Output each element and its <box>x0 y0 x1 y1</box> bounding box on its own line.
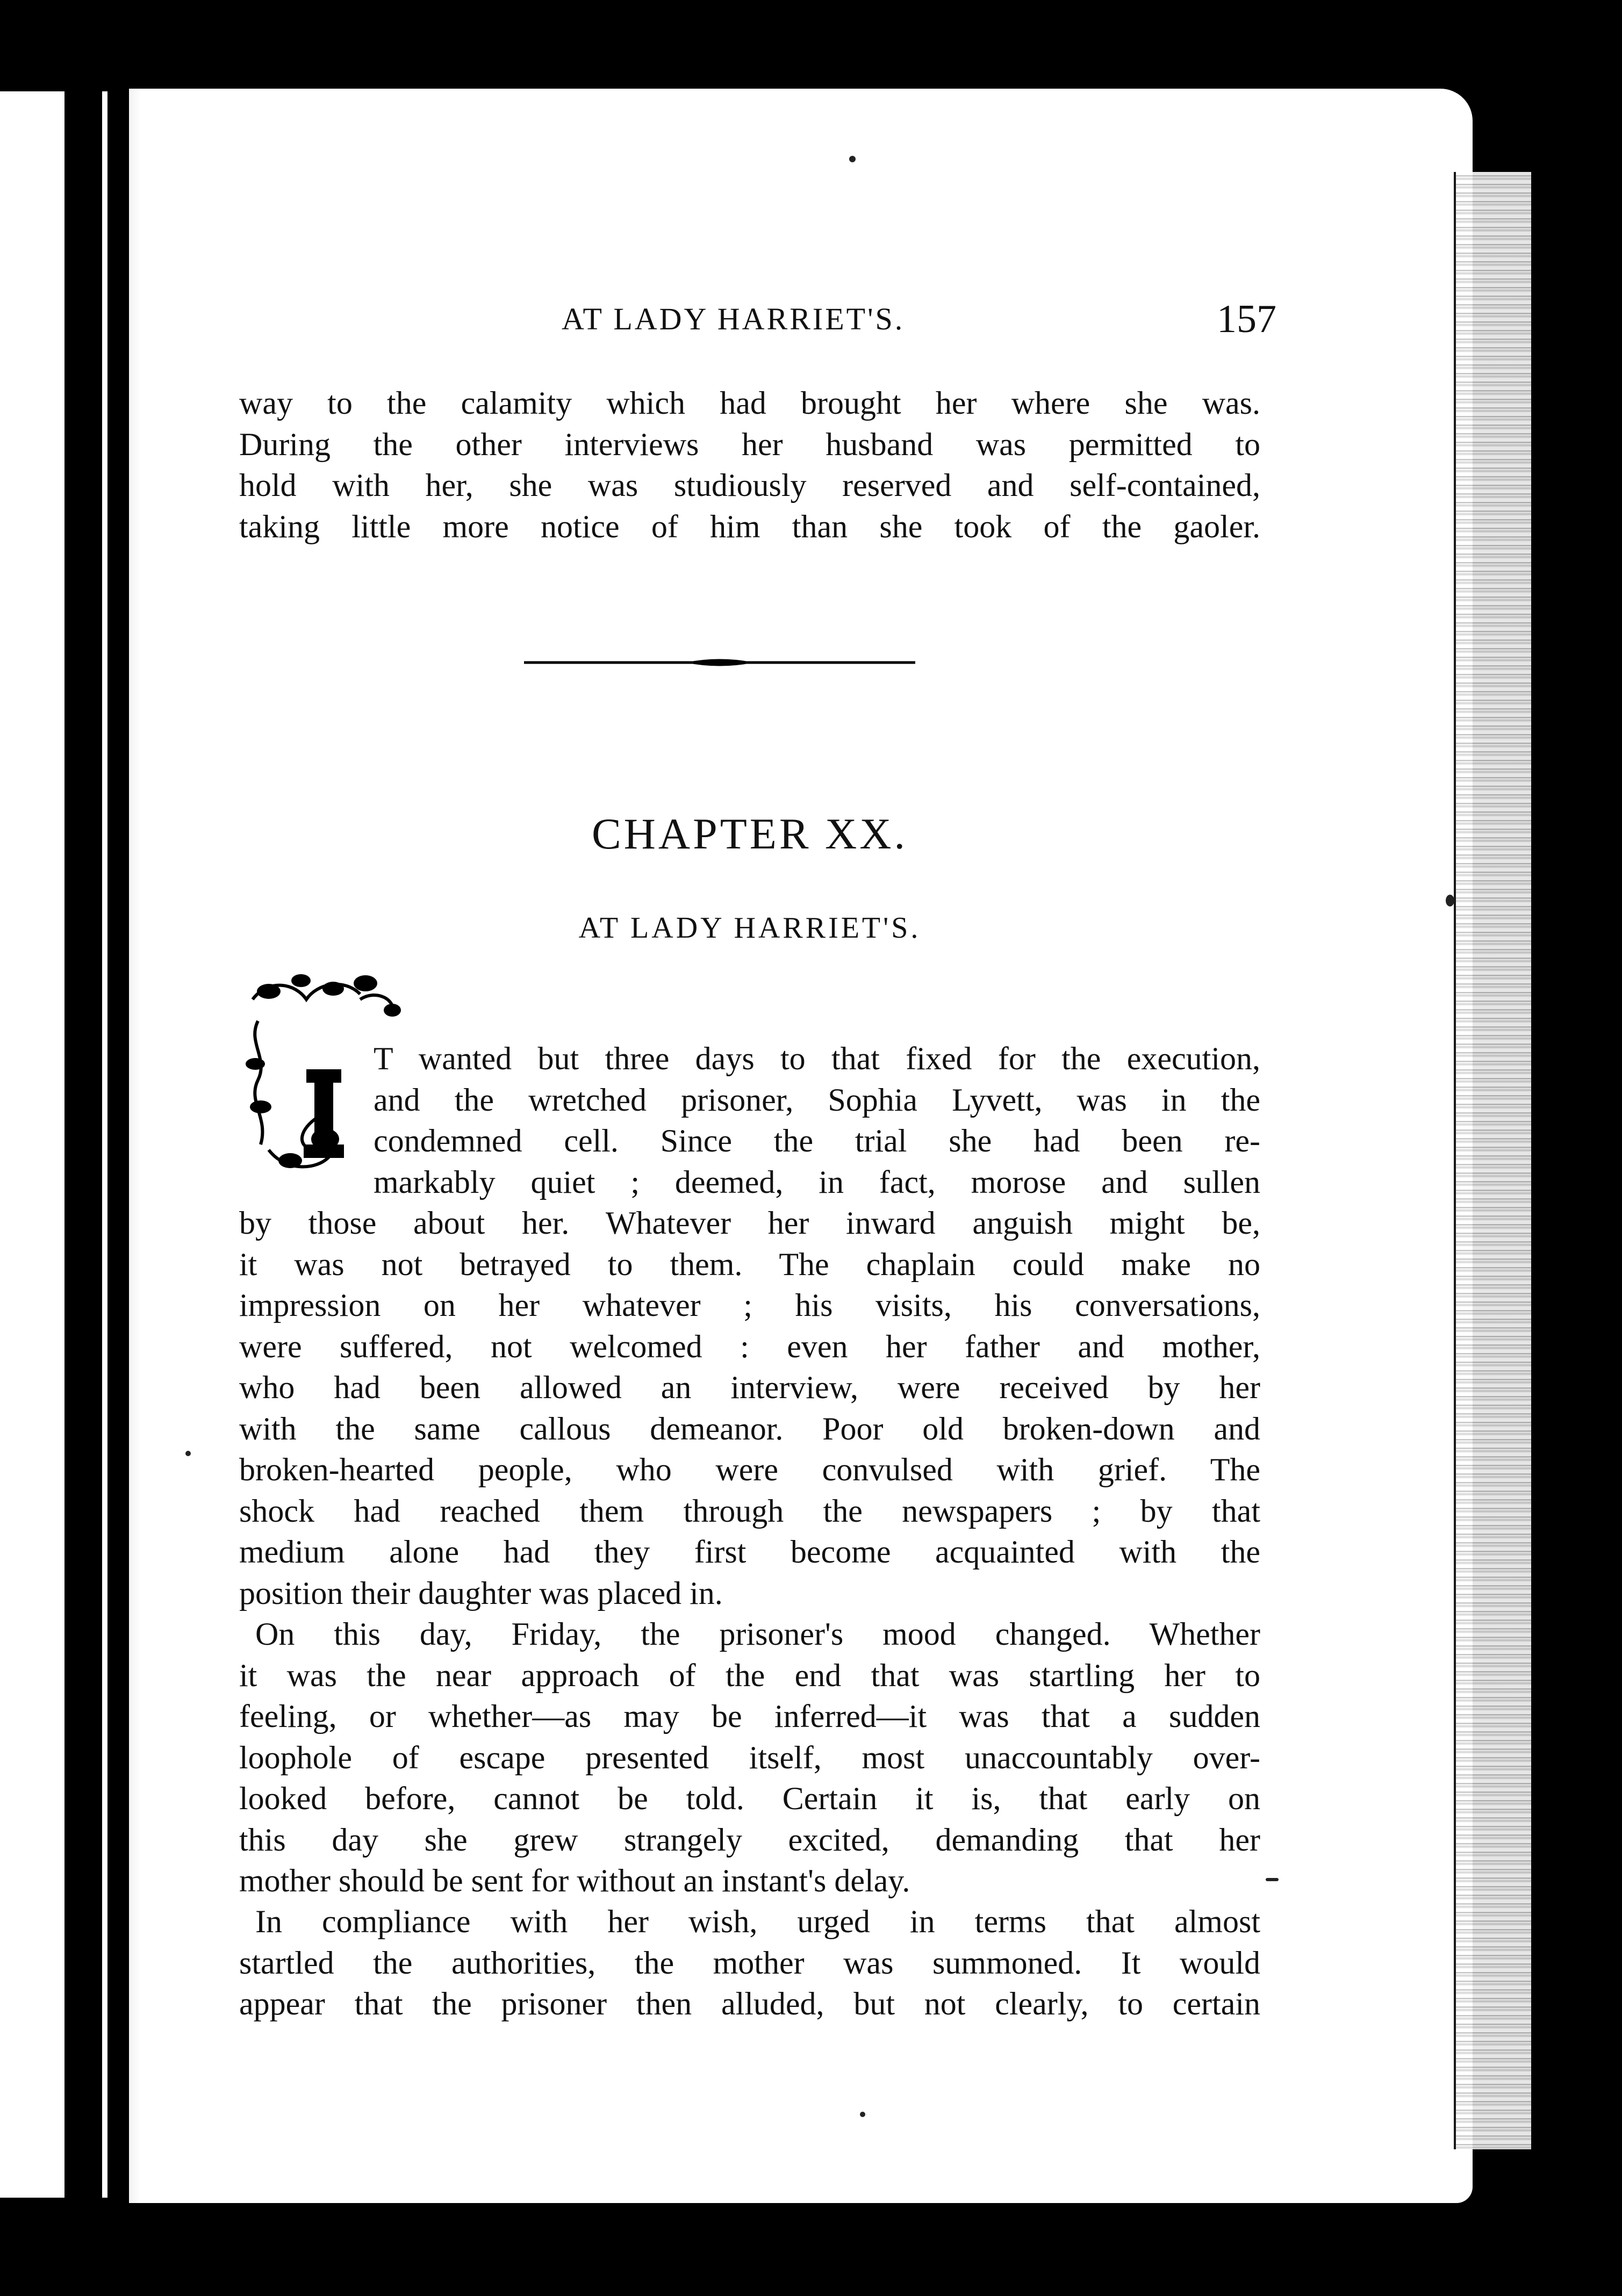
text-line: and the wretched prisoner, Sophia Lyvett, was in the <box>374 1082 1260 1118</box>
text-line: T wanted but three days to that fixed for the execution, <box>374 1041 1260 1076</box>
third-paragraph <box>239 1901 1260 2025</box>
scan-speck <box>1266 1878 1279 1881</box>
continued-paragraph <box>239 383 1260 547</box>
text-line: feeling, or whether—as may be inferred—it was that a sudden <box>239 1698 1260 1734</box>
text-line: During the other interviews her husband was permitted to <box>239 426 1260 462</box>
text-line: On this day, Friday, the prisoner's mood changed. Whether <box>255 1616 1260 1652</box>
text-line: taking little more notice of him than she took of the gaoler. <box>239 508 1260 544</box>
text-line: loophole of escape presented itself, most unaccountably over- <box>239 1739 1260 1775</box>
scan-speck <box>185 1451 191 1456</box>
scan-speck <box>849 156 856 162</box>
text-line: were suffered, not welcomed : even her father and mother, <box>239 1328 1260 1364</box>
text-line: this day she grew strangely excited, demanding that her <box>239 1822 1260 1858</box>
text-line: markably quiet ; deemed, in fact, morose and sullen <box>374 1164 1260 1200</box>
chapter-subtitle: AT LADY HARRIET'S. <box>578 911 921 945</box>
scan-speck <box>860 2112 865 2117</box>
text-line: In compliance with her wish, urged in terms that almost <box>255 1904 1260 1939</box>
running-head <box>239 297 1276 349</box>
text-line: it was not betrayed to them. The chaplain could make no <box>239 1246 1260 1282</box>
text-line: broken-hearted people, who were convulsed with grief. The <box>239 1452 1260 1487</box>
text-line: hold with her, she was studiously reserved and self-contained, <box>239 467 1260 503</box>
first-paragraph-continued <box>239 1203 1260 1614</box>
text-line: shock had reached them through the newspapers ; by that <box>239 1493 1260 1529</box>
page-fore-edge <box>1454 172 1531 2149</box>
second-paragraph <box>239 1614 1260 1902</box>
page-number: 157 <box>1217 297 1276 341</box>
text-line: impression on her whatever ; his visits, his conversations, <box>239 1287 1260 1323</box>
text-line: startled the authorities, the mother was summoned. It would <box>239 1945 1260 1981</box>
first-paragraph-wrapped <box>374 1038 1260 1203</box>
scan-margin <box>0 91 107 2198</box>
scan-speck <box>1446 895 1454 906</box>
text-line: medium alone had they first become acquainted with the <box>239 1534 1260 1570</box>
section-divider <box>524 654 915 671</box>
page-gutter-shadow <box>129 89 141 2203</box>
text-line: who had been allowed an interview, were received by her <box>239 1370 1260 1405</box>
text-line: it was the near approach of the end that was startling her to <box>239 1657 1260 1693</box>
running-title: AT LADY HARRIET'S. <box>562 301 905 336</box>
text-line: mother should be sent for without an instant's delay. <box>239 1863 910 1898</box>
text-line: position their daughter was placed in. <box>239 1575 723 1611</box>
text-line: looked before, cannot be told. Certain it is, that early on <box>239 1781 1260 1816</box>
chapter-title: CHAPTER XX. <box>591 809 908 858</box>
text-line: condemned cell. Since the trial she had been re- <box>374 1123 1260 1158</box>
text-line: with the same callous demeanor. Poor old broken-down and <box>239 1410 1260 1446</box>
text-line: appear that the prisoner then alluded, but not clearly, to certain <box>239 1986 1260 2021</box>
text-line: by those about her. Whatever her inward anguish might be, <box>239 1205 1260 1241</box>
text-line: way to the calamity which had brought her where she was. <box>239 385 1260 421</box>
